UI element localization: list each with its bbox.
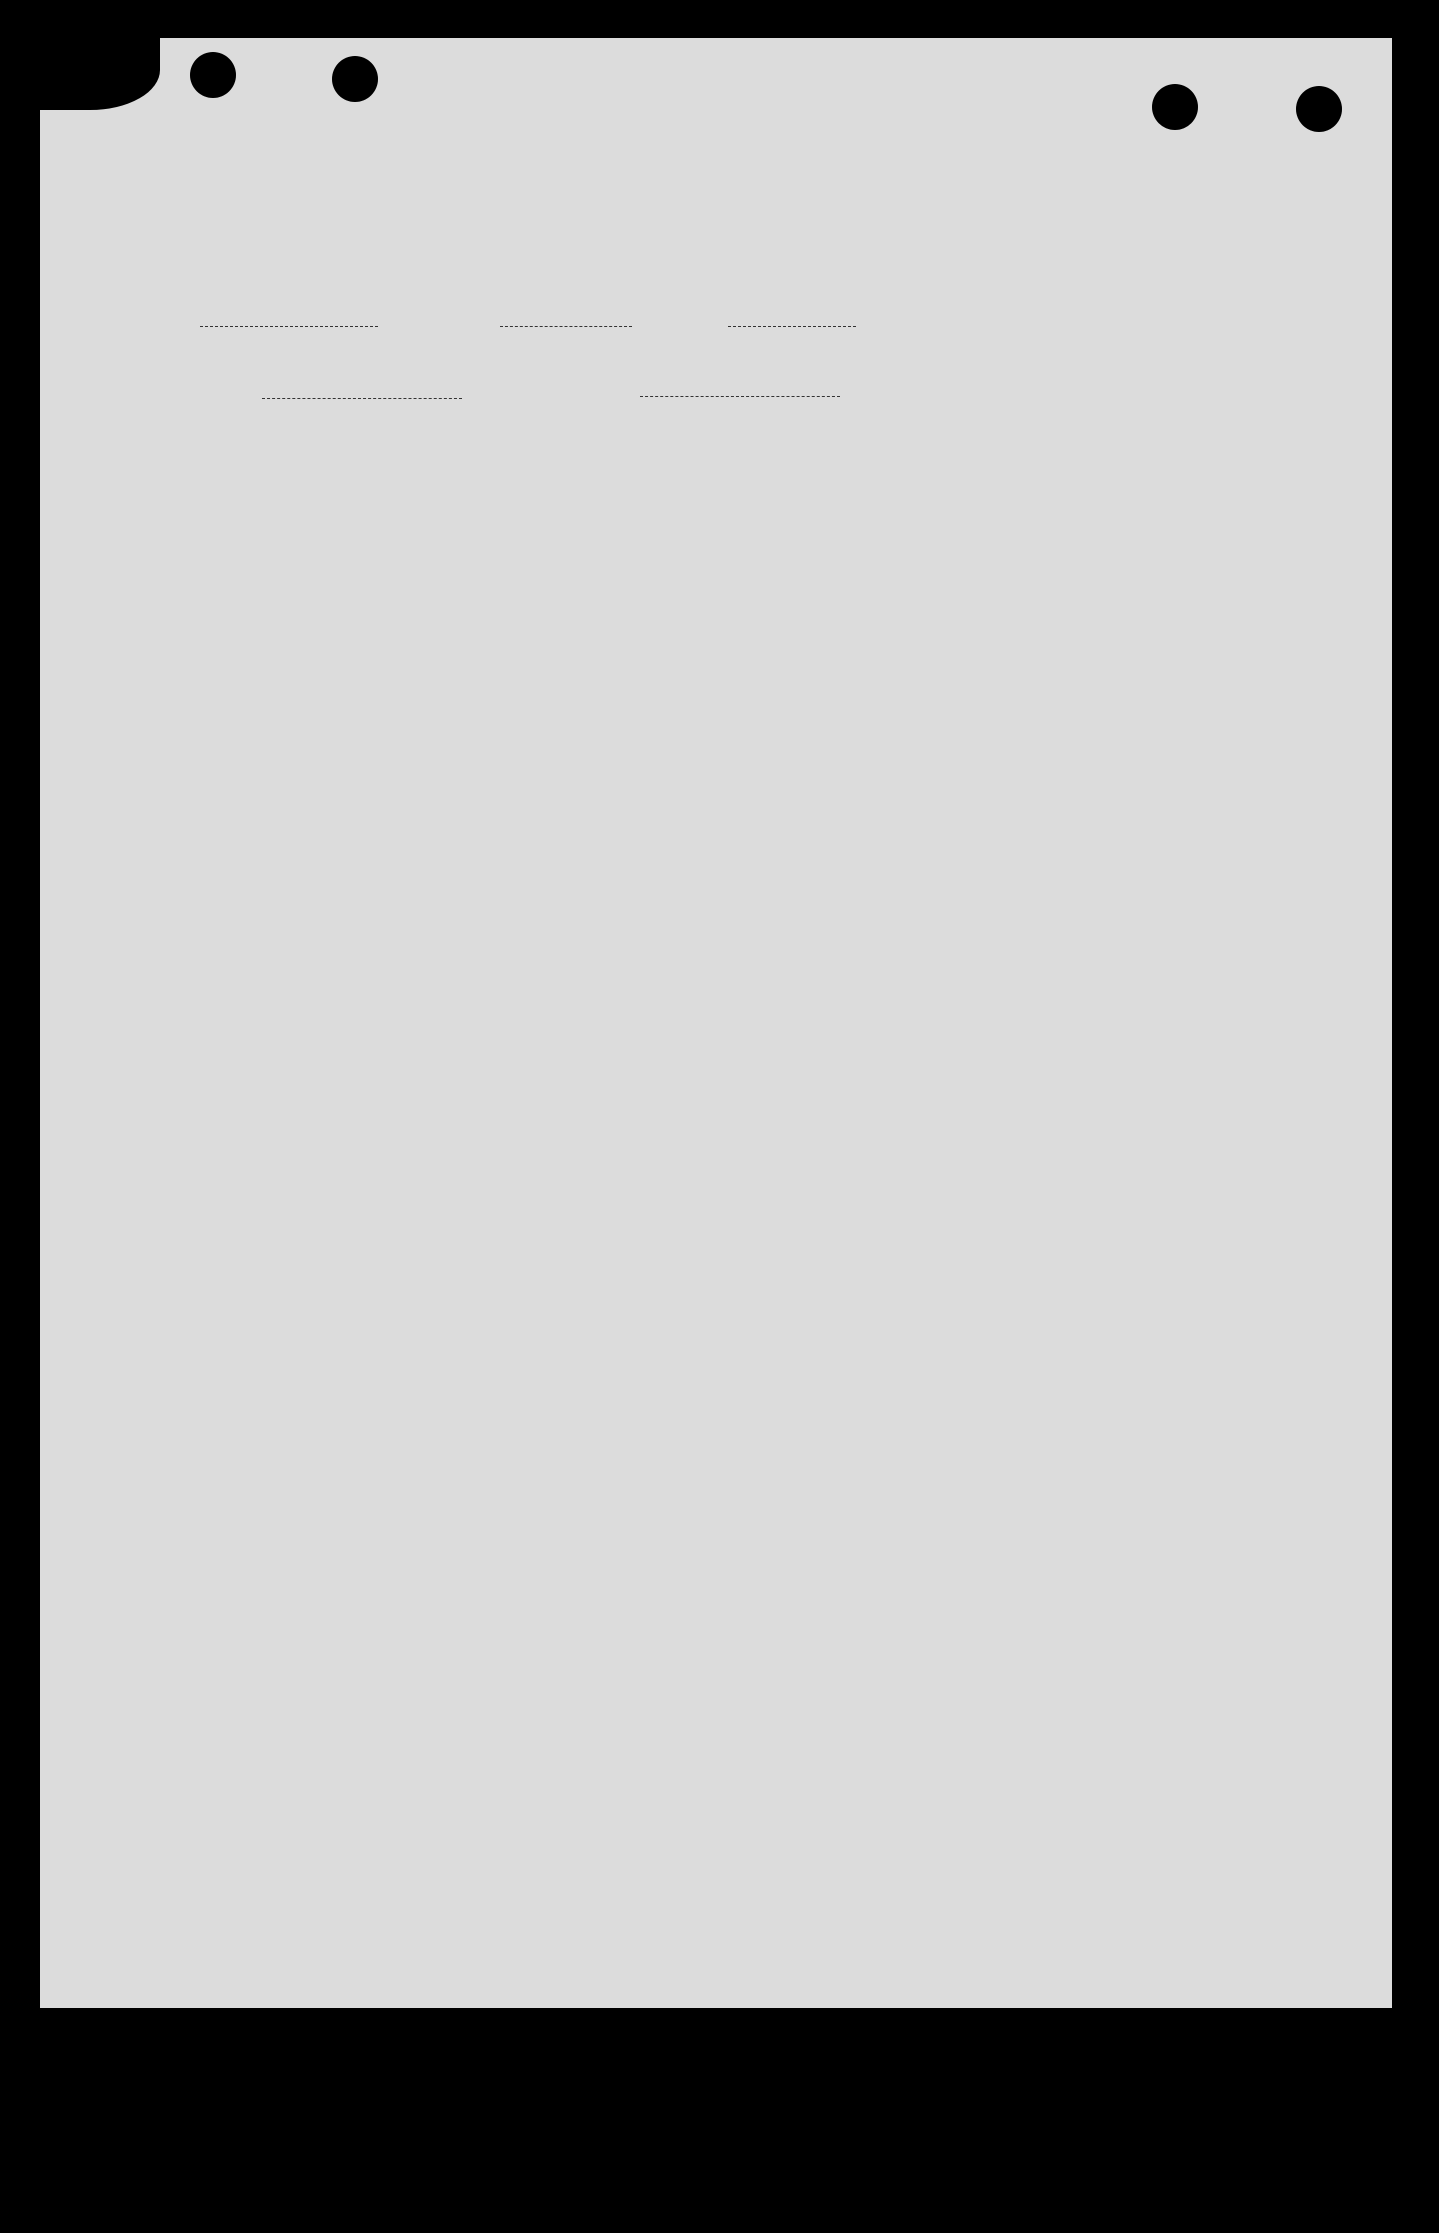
disembark-line — [640, 396, 840, 397]
embark-line — [262, 398, 462, 399]
date-line — [728, 326, 856, 327]
col-admin-header — [554, 464, 860, 482]
aircraft-line — [200, 326, 378, 327]
col-name-header — [140, 464, 550, 482]
flight-line — [500, 326, 632, 327]
